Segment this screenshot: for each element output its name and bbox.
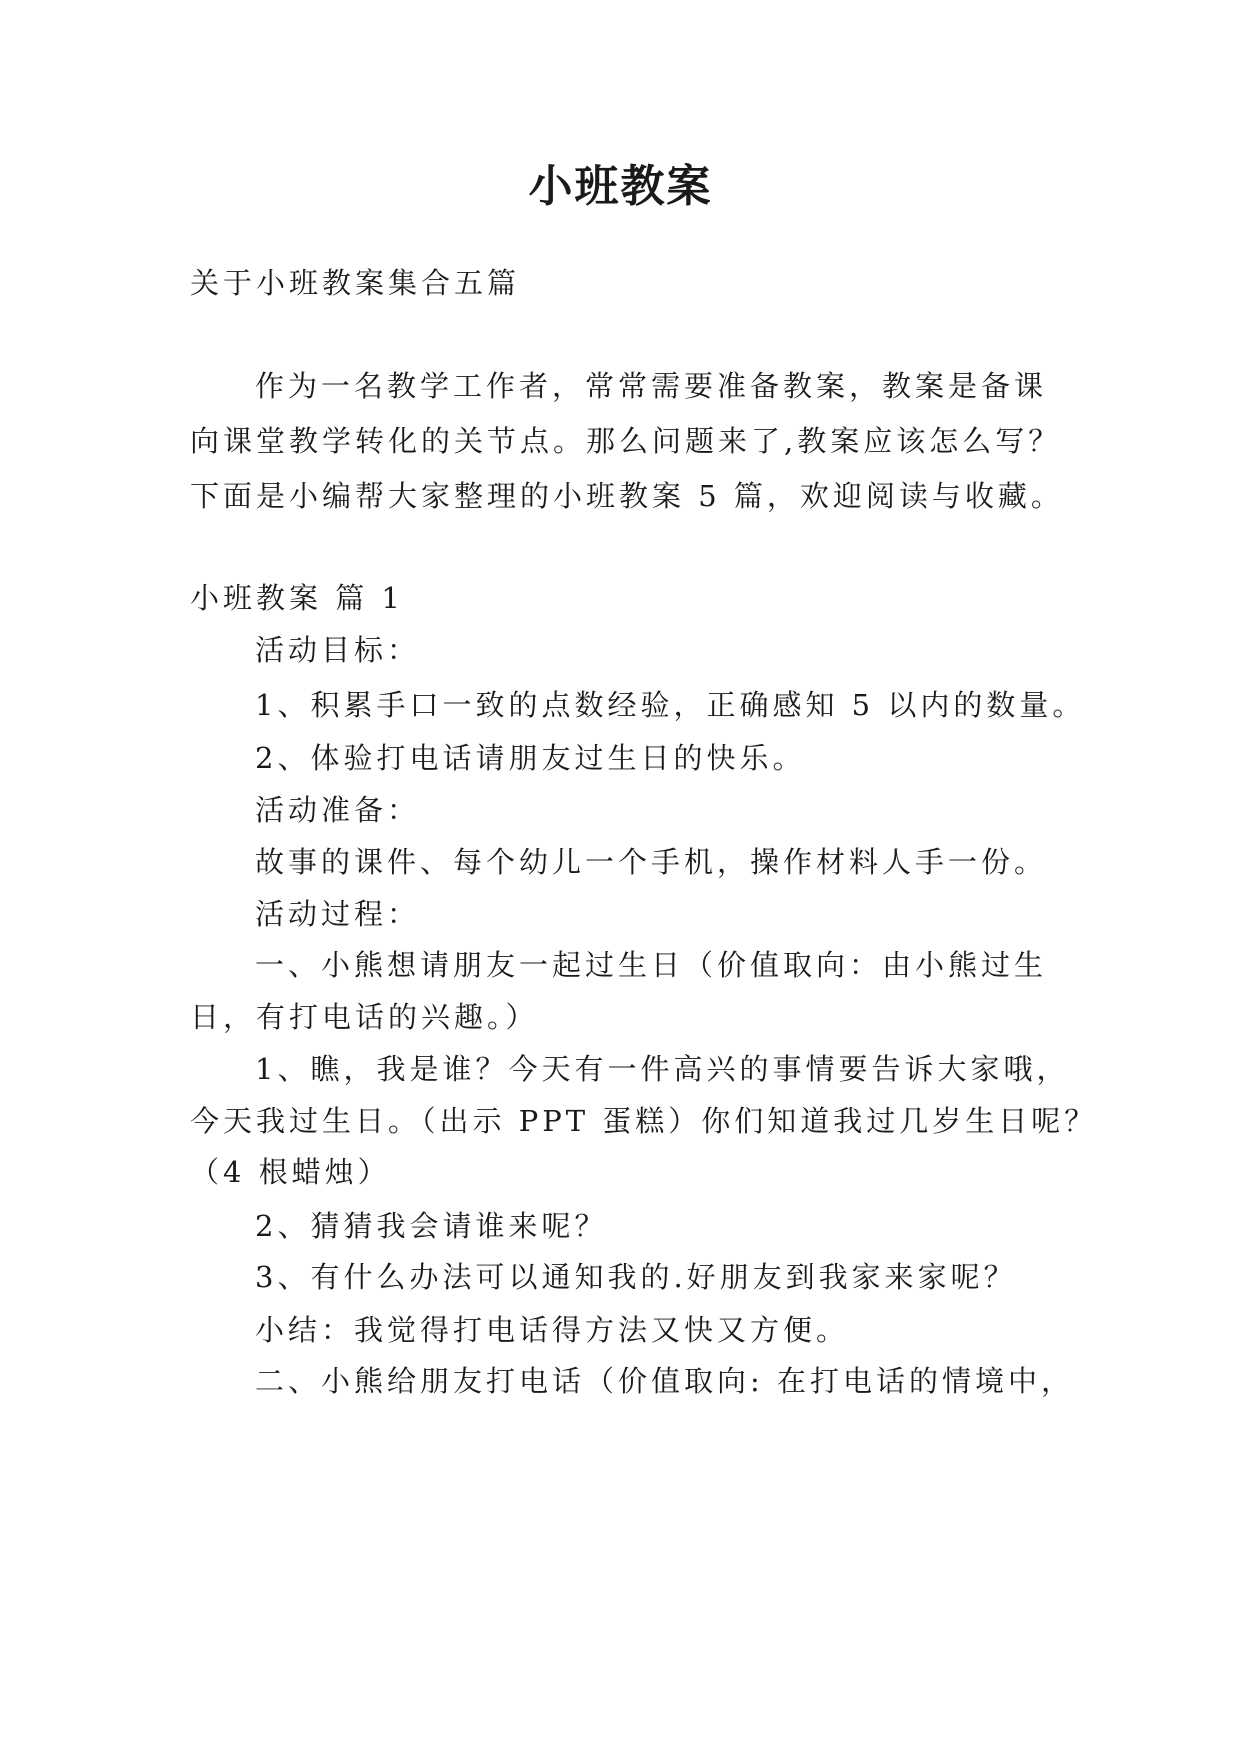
body-line-15: 二、小熊给朋友打电话（价值取向: 在打电话的情境中， (255, 1364, 1074, 1398)
body-line-9: 1、瞧，我是谁？今天有一件高兴的事情要告诉大家哦， (255, 1052, 1070, 1086)
body-line-5: 故事的课件、每个幼儿一个手机，操作材料人手一份。 (255, 845, 1048, 879)
body-line-10: 今天我过生日。（出示 PPT 蛋糕）你们知道我过几岁生日呢？ (190, 1104, 1098, 1138)
body-line-7: 一、小熊想请朋友一起过生日（价值取向：由小熊过生 (255, 948, 1048, 982)
body-line-4: 活动准备： (255, 793, 421, 827)
intro-line-1: 作为一名教学工作者，常常需要准备教案，教案是备课 (255, 369, 1048, 403)
body-line-11: （4 根蜡烛） (190, 1155, 391, 1189)
intro-line-3: 下面是小编帮大家整理的小班教案 5 篇，欢迎阅读与收藏。 (190, 479, 1064, 513)
intro-line-2: 向课堂教学转化的关节点。那么问题来了,教案应该怎么写？ (190, 424, 1062, 458)
body-line-12: 2、猜猜我会请谁来呢？ (255, 1209, 608, 1243)
body-line-1: 活动目标： (255, 633, 421, 667)
document-subtitle: 关于小班教案集合五篇 (190, 266, 521, 300)
body-line-2: 1、积累手口一致的点数经验，正确感知 5 以内的数量。 (255, 688, 1086, 722)
section-heading: 小班教案 篇 1 (190, 581, 404, 615)
body-line-14: 小结：我觉得打电话得方法又快又方便。 (255, 1313, 850, 1347)
document-title: 小班教案 (528, 161, 713, 212)
body-line-6: 活动过程： (255, 897, 421, 931)
body-line-13: 3、有什么办法可以通知我的.好朋友到我家来家呢？ (255, 1260, 1017, 1294)
body-line-3: 2、体验打电话请朋友过生日的快乐。 (255, 741, 806, 775)
body-line-8: 日，有打电话的兴趣。） (190, 1000, 539, 1034)
